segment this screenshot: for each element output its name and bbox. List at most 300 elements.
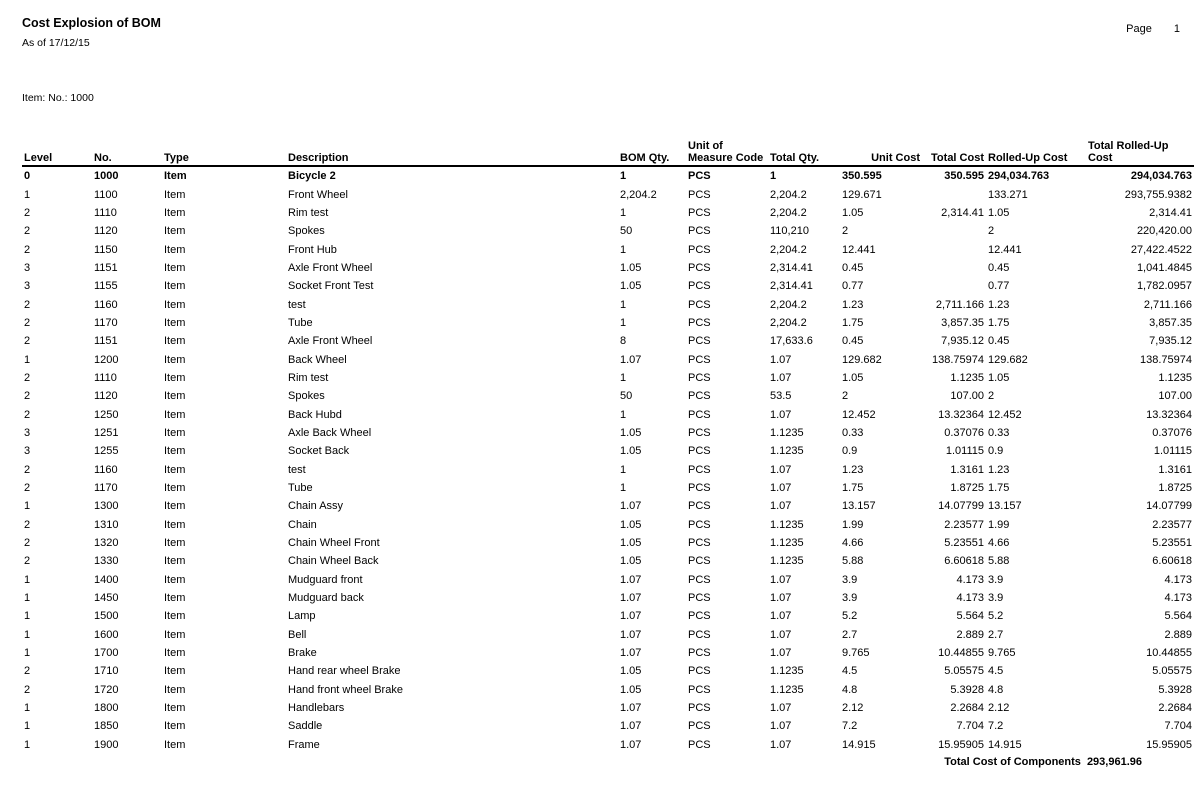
cell-level: 2 bbox=[24, 335, 31, 348]
table-row bbox=[22, 644, 1194, 662]
table-row bbox=[22, 681, 1194, 699]
cell-level: 1 bbox=[24, 500, 31, 513]
cell-bom-qty: 2,204.2 bbox=[620, 188, 657, 201]
cell-unit-cost: 350.595 bbox=[842, 170, 882, 183]
table-row bbox=[22, 736, 1194, 754]
cell-uom: PCS bbox=[688, 445, 711, 458]
cell-total-cost: 2,711.166 bbox=[935, 298, 984, 311]
cell-total-qty: 53.5 bbox=[770, 390, 792, 403]
cell-bom-qty: 1.05 bbox=[620, 537, 642, 550]
cell-unit-cost: 1.05 bbox=[842, 371, 864, 384]
cell-total-cost: 10.44855 bbox=[938, 647, 984, 660]
cell-total-cost: 138.75974 bbox=[932, 353, 984, 366]
cell-total-rolled-up: 2.2684 bbox=[1158, 702, 1192, 715]
cell-rolled-up-cost: 1.75 bbox=[988, 316, 1010, 329]
cell-total-rolled-up: 2.889 bbox=[1164, 628, 1192, 641]
cell-rolled-up-cost: 1.99 bbox=[988, 518, 1010, 531]
cell-bom-qty: 1.07 bbox=[620, 573, 642, 586]
cell-total-cost: 5.3928 bbox=[950, 683, 984, 696]
cell-rolled-up-cost: 2.12 bbox=[988, 702, 1010, 715]
table-row bbox=[22, 350, 1194, 368]
cell-total-cost: 2.2684 bbox=[950, 702, 984, 715]
cell-uom: PCS bbox=[688, 463, 711, 476]
cell-unit-cost: 12.441 bbox=[842, 243, 876, 256]
cell-total-cost: 0.37076 bbox=[944, 426, 984, 439]
cell-rolled-up-cost: 9.765 bbox=[988, 647, 1016, 660]
cell-description: Bicycle 2 bbox=[288, 170, 336, 183]
page-label: Page bbox=[1126, 23, 1152, 35]
cell-total-cost: 107.00 bbox=[950, 390, 984, 403]
cell-total-cost bbox=[922, 277, 986, 295]
cell-description: Chain Assy bbox=[288, 500, 344, 513]
cell-description: Lamp bbox=[288, 610, 316, 623]
cell-total-rolled-up: 15.95905 bbox=[1146, 738, 1192, 751]
cell-rolled-up-cost: 4.8 bbox=[988, 683, 1004, 696]
cell-level: 2 bbox=[24, 206, 31, 219]
cell-no: 1600 bbox=[94, 628, 119, 641]
cell-total-cost: 14.07799 bbox=[938, 500, 984, 513]
cell-unit-cost: 0.9 bbox=[842, 445, 858, 458]
table-body bbox=[22, 166, 1194, 754]
cell-total-qty: 2,204.2 bbox=[770, 243, 807, 256]
cell-description: Hand front wheel Brake bbox=[288, 683, 403, 696]
cell-uom: PCS bbox=[688, 170, 711, 183]
cell-no: 1251 bbox=[94, 426, 119, 439]
table-row bbox=[22, 479, 1194, 497]
col-rolled-up-cost: Rolled-Up Cost bbox=[986, 138, 1086, 166]
cell-uom: PCS bbox=[688, 500, 711, 513]
cell-total-rolled-up: 138.75974 bbox=[1140, 353, 1192, 366]
cell-no: 1320 bbox=[94, 537, 119, 550]
cell-unit-cost: 4.5 bbox=[842, 665, 858, 678]
cell-bom-qty: 1.05 bbox=[620, 426, 642, 439]
cell-type: Item bbox=[164, 445, 186, 458]
table-row bbox=[22, 295, 1194, 313]
cell-bom-qty: 8 bbox=[620, 335, 627, 348]
cell-level: 2 bbox=[24, 537, 31, 550]
cell-total-qty: 1 bbox=[770, 170, 777, 183]
cell-rolled-up-cost: 0.45 bbox=[988, 261, 1010, 274]
item-number: Item: No.: 1000 bbox=[22, 92, 94, 104]
cell-type: Item bbox=[164, 628, 186, 641]
table-header bbox=[22, 138, 1194, 166]
cell-description: Saddle bbox=[288, 720, 323, 733]
cell-rolled-up-cost: 1.75 bbox=[988, 482, 1010, 495]
cell-level: 2 bbox=[24, 298, 31, 311]
cell-unit-cost: 0.77 bbox=[842, 280, 864, 293]
cell-level: 2 bbox=[24, 482, 31, 495]
cell-no: 1710 bbox=[94, 665, 119, 678]
table-row bbox=[22, 607, 1194, 625]
cell-level: 1 bbox=[24, 592, 31, 605]
cell-total-cost: 13.32364 bbox=[938, 408, 984, 421]
cell-bom-qty: 1 bbox=[620, 371, 627, 384]
cell-total-qty: 1.1235 bbox=[770, 445, 804, 458]
cell-total-rolled-up: 294,034.763 bbox=[1130, 170, 1192, 183]
cell-total-qty: 17,633.6 bbox=[770, 335, 813, 348]
table-row bbox=[22, 424, 1194, 442]
cell-total-cost: 3,857.35 bbox=[941, 316, 984, 329]
cell-description: Spokes bbox=[288, 390, 325, 403]
cell-rolled-up-cost: 12.452 bbox=[988, 408, 1022, 421]
col-uom bbox=[686, 138, 768, 166]
cell-total-cost: 2.23577 bbox=[944, 518, 984, 531]
cell-rolled-up-cost: 133.271 bbox=[988, 188, 1028, 201]
cell-level: 0 bbox=[24, 170, 31, 183]
cell-type: Item bbox=[164, 335, 186, 348]
cell-total-qty: 2,314.41 bbox=[770, 280, 813, 293]
cell-level: 1 bbox=[24, 610, 31, 623]
cell-no: 1330 bbox=[94, 555, 119, 568]
cell-total-qty: 1.07 bbox=[770, 408, 792, 421]
cell-level: 2 bbox=[24, 371, 31, 384]
cell-total-qty: 1.1235 bbox=[770, 537, 804, 550]
cell-level: 2 bbox=[24, 316, 31, 329]
cell-unit-cost: 129.671 bbox=[842, 188, 882, 201]
cell-level: 1 bbox=[24, 188, 31, 201]
cell-no: 1500 bbox=[94, 610, 119, 623]
cell-total-rolled-up: 7,935.12 bbox=[1149, 335, 1192, 348]
cell-uom: PCS bbox=[688, 610, 711, 623]
cell-type: Item bbox=[164, 518, 186, 531]
cell-total-rolled-up: 7.704 bbox=[1164, 720, 1192, 733]
cell-description: Front Wheel bbox=[288, 188, 348, 201]
cell-no: 1151 bbox=[94, 261, 118, 274]
page-indicator bbox=[1126, 23, 1180, 35]
cell-bom-qty: 1.07 bbox=[620, 738, 642, 751]
cell-uom: PCS bbox=[688, 261, 711, 274]
cell-rolled-up-cost: 2 bbox=[988, 225, 995, 238]
cell-uom: PCS bbox=[688, 316, 711, 329]
cell-level: 1 bbox=[24, 628, 31, 641]
report-date: As of 17/12/15 bbox=[22, 37, 90, 49]
cell-total-rolled-up: 27,422.4522 bbox=[1130, 243, 1192, 256]
cell-bom-qty: 1 bbox=[620, 298, 627, 311]
cell-type: Item bbox=[164, 683, 186, 696]
cell-bom-qty: 1.07 bbox=[620, 720, 642, 733]
cell-total-cost bbox=[922, 222, 986, 240]
cell-no: 1110 bbox=[94, 206, 117, 219]
cell-unit-cost: 3.9 bbox=[842, 592, 858, 605]
cell-unit-cost: 1.75 bbox=[842, 316, 864, 329]
cell-description: test bbox=[288, 463, 306, 476]
cell-rolled-up-cost: 1.23 bbox=[988, 463, 1010, 476]
cell-rolled-up-cost: 12.441 bbox=[988, 243, 1022, 256]
cell-type: Item bbox=[164, 408, 186, 421]
col-level: Level bbox=[22, 138, 92, 166]
cell-description: Chain Wheel Back bbox=[288, 555, 379, 568]
cell-rolled-up-cost: 2.7 bbox=[988, 628, 1004, 641]
table-row bbox=[22, 497, 1194, 515]
cell-description: Back Hubd bbox=[288, 408, 342, 421]
table-row bbox=[22, 699, 1194, 717]
cell-description: Mudguard back bbox=[288, 592, 364, 605]
cell-total-cost: 4.173 bbox=[956, 573, 984, 586]
cell-no: 1255 bbox=[94, 445, 119, 458]
table-row bbox=[22, 626, 1194, 644]
cell-total-rolled-up: 1.01115 bbox=[1153, 445, 1192, 458]
cell-bom-qty: 1 bbox=[620, 170, 627, 183]
cell-uom: PCS bbox=[688, 408, 711, 421]
col-type: Type bbox=[162, 138, 286, 166]
cell-no: 1250 bbox=[94, 408, 119, 421]
cell-rolled-up-cost: 14.915 bbox=[988, 738, 1022, 751]
cell-total-rolled-up: 4.173 bbox=[1164, 573, 1192, 586]
cell-description: Chain Wheel Front bbox=[288, 537, 380, 550]
cell-uom: PCS bbox=[688, 702, 711, 715]
report-title: Cost Explosion of BOM bbox=[22, 16, 161, 30]
cell-type: Item bbox=[164, 702, 186, 715]
cell-unit-cost: 5.2 bbox=[842, 610, 858, 623]
cell-total-rolled-up: 5.564 bbox=[1164, 610, 1192, 623]
table-row bbox=[22, 534, 1194, 552]
cell-unit-cost: 1.23 bbox=[842, 298, 864, 311]
cell-unit-cost: 1.99 bbox=[842, 518, 864, 531]
cell-total-rolled-up: 1,782.0957 bbox=[1136, 280, 1192, 293]
cell-bom-qty: 1 bbox=[620, 243, 627, 256]
table-row bbox=[22, 332, 1194, 350]
cell-unit-cost: 2.12 bbox=[842, 702, 864, 715]
cell-unit-cost: 4.8 bbox=[842, 683, 858, 696]
col-no: No. bbox=[92, 138, 162, 166]
cell-description: Axle Front Wheel bbox=[288, 261, 373, 274]
cell-total-qty: 1.07 bbox=[770, 738, 792, 751]
cell-rolled-up-cost: 5.2 bbox=[988, 610, 1004, 623]
cell-uom: PCS bbox=[688, 482, 711, 495]
cell-level: 1 bbox=[24, 720, 31, 733]
cell-no: 1120 bbox=[94, 225, 118, 238]
cell-type: Item bbox=[164, 665, 186, 678]
cell-rolled-up-cost: 4.5 bbox=[988, 665, 1004, 678]
cell-bom-qty: 1.07 bbox=[620, 628, 642, 641]
cell-bom-qty: 1.07 bbox=[620, 702, 642, 715]
cell-total-cost: 2,314.41 bbox=[941, 206, 984, 219]
cell-total-cost: 6.60618 bbox=[944, 555, 984, 568]
cell-type: Item bbox=[164, 720, 186, 733]
cell-description: Chain bbox=[288, 518, 317, 531]
table-row bbox=[22, 277, 1194, 295]
cell-no: 1000 bbox=[94, 170, 119, 183]
cell-unit-cost: 2 bbox=[842, 225, 849, 238]
bom-table bbox=[22, 138, 1194, 754]
cell-uom: PCS bbox=[688, 537, 711, 550]
cell-type: Item bbox=[164, 500, 186, 513]
cell-unit-cost: 129.682 bbox=[842, 353, 882, 366]
cell-rolled-up-cost: 294,034.763 bbox=[988, 170, 1050, 183]
cell-total-rolled-up: 2,314.41 bbox=[1149, 206, 1192, 219]
cell-total-qty: 1.07 bbox=[770, 482, 792, 495]
cell-bom-qty: 1 bbox=[620, 316, 627, 329]
cell-description: Hand rear wheel Brake bbox=[288, 665, 401, 678]
cell-total-qty: 1.1235 bbox=[770, 518, 804, 531]
cell-total-qty: 2,204.2 bbox=[770, 298, 807, 311]
cell-no: 1160 bbox=[94, 463, 118, 476]
cell-type: Item bbox=[164, 426, 186, 439]
cell-rolled-up-cost: 1.23 bbox=[988, 298, 1010, 311]
col-total-qty: Total Qty. bbox=[768, 138, 840, 166]
cell-level: 2 bbox=[24, 225, 31, 238]
cell-total-rolled-up: 1.8725 bbox=[1158, 482, 1192, 495]
cell-description: Handlebars bbox=[288, 702, 345, 715]
cell-unit-cost: 13.157 bbox=[842, 500, 876, 513]
cell-level: 2 bbox=[24, 243, 31, 256]
table-row bbox=[22, 589, 1194, 607]
cell-rolled-up-cost: 4.66 bbox=[988, 537, 1010, 550]
cell-bom-qty: 1.07 bbox=[620, 647, 642, 660]
table-row bbox=[22, 240, 1194, 258]
cell-no: 1100 bbox=[94, 188, 118, 201]
cell-level: 3 bbox=[24, 445, 31, 458]
cell-level: 2 bbox=[24, 463, 31, 476]
cell-description: Rim test bbox=[288, 206, 329, 219]
cell-unit-cost: 1.75 bbox=[842, 482, 864, 495]
cell-total-cost: 5.23551 bbox=[944, 537, 984, 550]
cell-level: 1 bbox=[24, 647, 31, 660]
cell-total-rolled-up: 2.23577 bbox=[1152, 518, 1192, 531]
cell-total-rolled-up: 14.07799 bbox=[1146, 500, 1192, 513]
col-uom-line2: Measure Code bbox=[688, 152, 764, 164]
cell-total-rolled-up: 13.32364 bbox=[1146, 408, 1192, 421]
cell-total-cost: 5.05575 bbox=[944, 665, 984, 678]
cell-total-cost: 2.889 bbox=[956, 628, 984, 641]
cell-rolled-up-cost: 1.05 bbox=[988, 206, 1010, 219]
cell-type: Item bbox=[164, 280, 186, 293]
cell-total-qty: 2,204.2 bbox=[770, 188, 807, 201]
cell-rolled-up-cost: 0.33 bbox=[988, 426, 1010, 439]
cell-total-rolled-up: 293,755.9382 bbox=[1124, 188, 1192, 201]
cell-description: Socket Front Test bbox=[288, 280, 374, 293]
cell-uom: PCS bbox=[688, 353, 711, 366]
cell-total-rolled-up: 6.60618 bbox=[1152, 555, 1192, 568]
cell-bom-qty: 1.07 bbox=[620, 500, 642, 513]
cell-total-rolled-up: 3,857.35 bbox=[1149, 316, 1192, 329]
cell-total-rolled-up: 107.00 bbox=[1158, 390, 1192, 403]
cell-no: 1900 bbox=[94, 738, 119, 751]
cell-uom: PCS bbox=[688, 592, 711, 605]
cell-unit-cost: 14.915 bbox=[842, 738, 876, 751]
page-number: 1 bbox=[1173, 23, 1180, 35]
cell-description: test bbox=[288, 298, 306, 311]
cell-unit-cost: 0.33 bbox=[842, 426, 864, 439]
cell-description: Mudguard front bbox=[288, 573, 363, 586]
col-description: Description bbox=[286, 138, 618, 166]
cell-level: 1 bbox=[24, 573, 31, 586]
cell-total-rolled-up: 4.173 bbox=[1164, 592, 1192, 605]
cell-total-cost: 350.595 bbox=[944, 170, 984, 183]
cell-total-qty: 1.07 bbox=[770, 702, 792, 715]
cell-level: 3 bbox=[24, 426, 31, 439]
table-row bbox=[22, 662, 1194, 680]
cell-rolled-up-cost: 3.9 bbox=[988, 592, 1004, 605]
cell-bom-qty: 1 bbox=[620, 408, 627, 421]
cell-rolled-up-cost: 0.45 bbox=[988, 335, 1010, 348]
cell-total-cost: 7,935.12 bbox=[941, 335, 984, 348]
cell-level: 2 bbox=[24, 555, 31, 568]
cell-type: Item bbox=[164, 482, 186, 495]
table-row bbox=[22, 442, 1194, 460]
cell-total-cost: 7.704 bbox=[956, 720, 984, 733]
cell-total-cost: 4.173 bbox=[956, 592, 984, 605]
cell-level: 3 bbox=[24, 280, 31, 293]
cell-bom-qty: 1.05 bbox=[620, 665, 642, 678]
cell-description: Tube bbox=[288, 316, 313, 329]
cell-total-cost: 1.01115 bbox=[945, 445, 984, 458]
table-row bbox=[22, 204, 1194, 222]
cell-total-qty: 1.07 bbox=[770, 610, 792, 623]
cell-total-qty: 2,204.2 bbox=[770, 316, 807, 329]
cell-unit-cost: 12.452 bbox=[842, 408, 876, 421]
cell-bom-qty: 1.05 bbox=[620, 555, 642, 568]
cell-description: Spokes bbox=[288, 225, 325, 238]
cell-no: 1120 bbox=[94, 390, 118, 403]
cell-unit-cost: 3.9 bbox=[842, 573, 858, 586]
cell-total-qty: 1.07 bbox=[770, 573, 792, 586]
cell-uom: PCS bbox=[688, 335, 711, 348]
cell-type: Item bbox=[164, 390, 186, 403]
col-total-rolled-up bbox=[1086, 138, 1194, 166]
cell-total-qty: 1.07 bbox=[770, 463, 792, 476]
cell-uom: PCS bbox=[688, 628, 711, 641]
table-row bbox=[22, 552, 1194, 570]
cell-total-rolled-up: 5.3928 bbox=[1158, 683, 1192, 696]
cell-type: Item bbox=[164, 225, 186, 238]
cell-type: Item bbox=[164, 647, 186, 660]
cell-total-rolled-up: 1,041.4845 bbox=[1136, 261, 1192, 274]
cell-rolled-up-cost: 13.157 bbox=[988, 500, 1022, 513]
cell-total-qty: 2,204.2 bbox=[770, 206, 807, 219]
cell-unit-cost: 0.45 bbox=[842, 335, 864, 348]
cell-type: Item bbox=[164, 261, 186, 274]
cell-total-cost: 1.8725 bbox=[950, 482, 984, 495]
cell-description: Axle Front Wheel bbox=[288, 335, 373, 348]
cell-uom: PCS bbox=[688, 298, 711, 311]
cell-total-qty: 1.07 bbox=[770, 628, 792, 641]
table-row bbox=[22, 166, 1194, 185]
cell-bom-qty: 50 bbox=[620, 225, 633, 238]
cell-total-cost: 5.564 bbox=[956, 610, 984, 623]
cell-description: Socket Back bbox=[288, 445, 350, 458]
cell-total-qty: 1.1235 bbox=[770, 665, 804, 678]
table-row bbox=[22, 516, 1194, 534]
cell-unit-cost: 1.05 bbox=[842, 206, 864, 219]
cell-type: Item bbox=[164, 353, 186, 366]
table-row bbox=[22, 369, 1194, 387]
cell-no: 1310 bbox=[94, 518, 119, 531]
table-row bbox=[22, 571, 1194, 589]
cell-bom-qty: 1 bbox=[620, 206, 627, 219]
cell-total-qty: 2,314.41 bbox=[770, 261, 813, 274]
cell-rolled-up-cost: 5.88 bbox=[988, 555, 1010, 568]
cell-unit-cost: 4.66 bbox=[842, 537, 864, 550]
cell-no: 1151 bbox=[94, 335, 118, 348]
cell-uom: PCS bbox=[688, 738, 711, 751]
cell-uom: PCS bbox=[688, 280, 711, 293]
cell-total-cost: 1.3161 bbox=[950, 463, 984, 476]
cell-total-rolled-up: 5.05575 bbox=[1152, 665, 1192, 678]
cell-total-qty: 1.07 bbox=[770, 353, 792, 366]
cell-unit-cost: 7.2 bbox=[842, 720, 858, 733]
cell-type: Item bbox=[164, 592, 186, 605]
table-row bbox=[22, 259, 1194, 277]
cell-total-rolled-up: 1.1235 bbox=[1158, 371, 1192, 384]
col-total-rolled-up-line1: Total Rolled-Up bbox=[1088, 140, 1169, 152]
cell-type: Item bbox=[164, 738, 186, 751]
cell-unit-cost: 0.45 bbox=[842, 261, 864, 274]
cell-type: Item bbox=[164, 316, 186, 329]
cell-total-qty: 1.07 bbox=[770, 592, 792, 605]
cell-uom: PCS bbox=[688, 647, 711, 660]
cell-type: Item bbox=[164, 170, 187, 183]
